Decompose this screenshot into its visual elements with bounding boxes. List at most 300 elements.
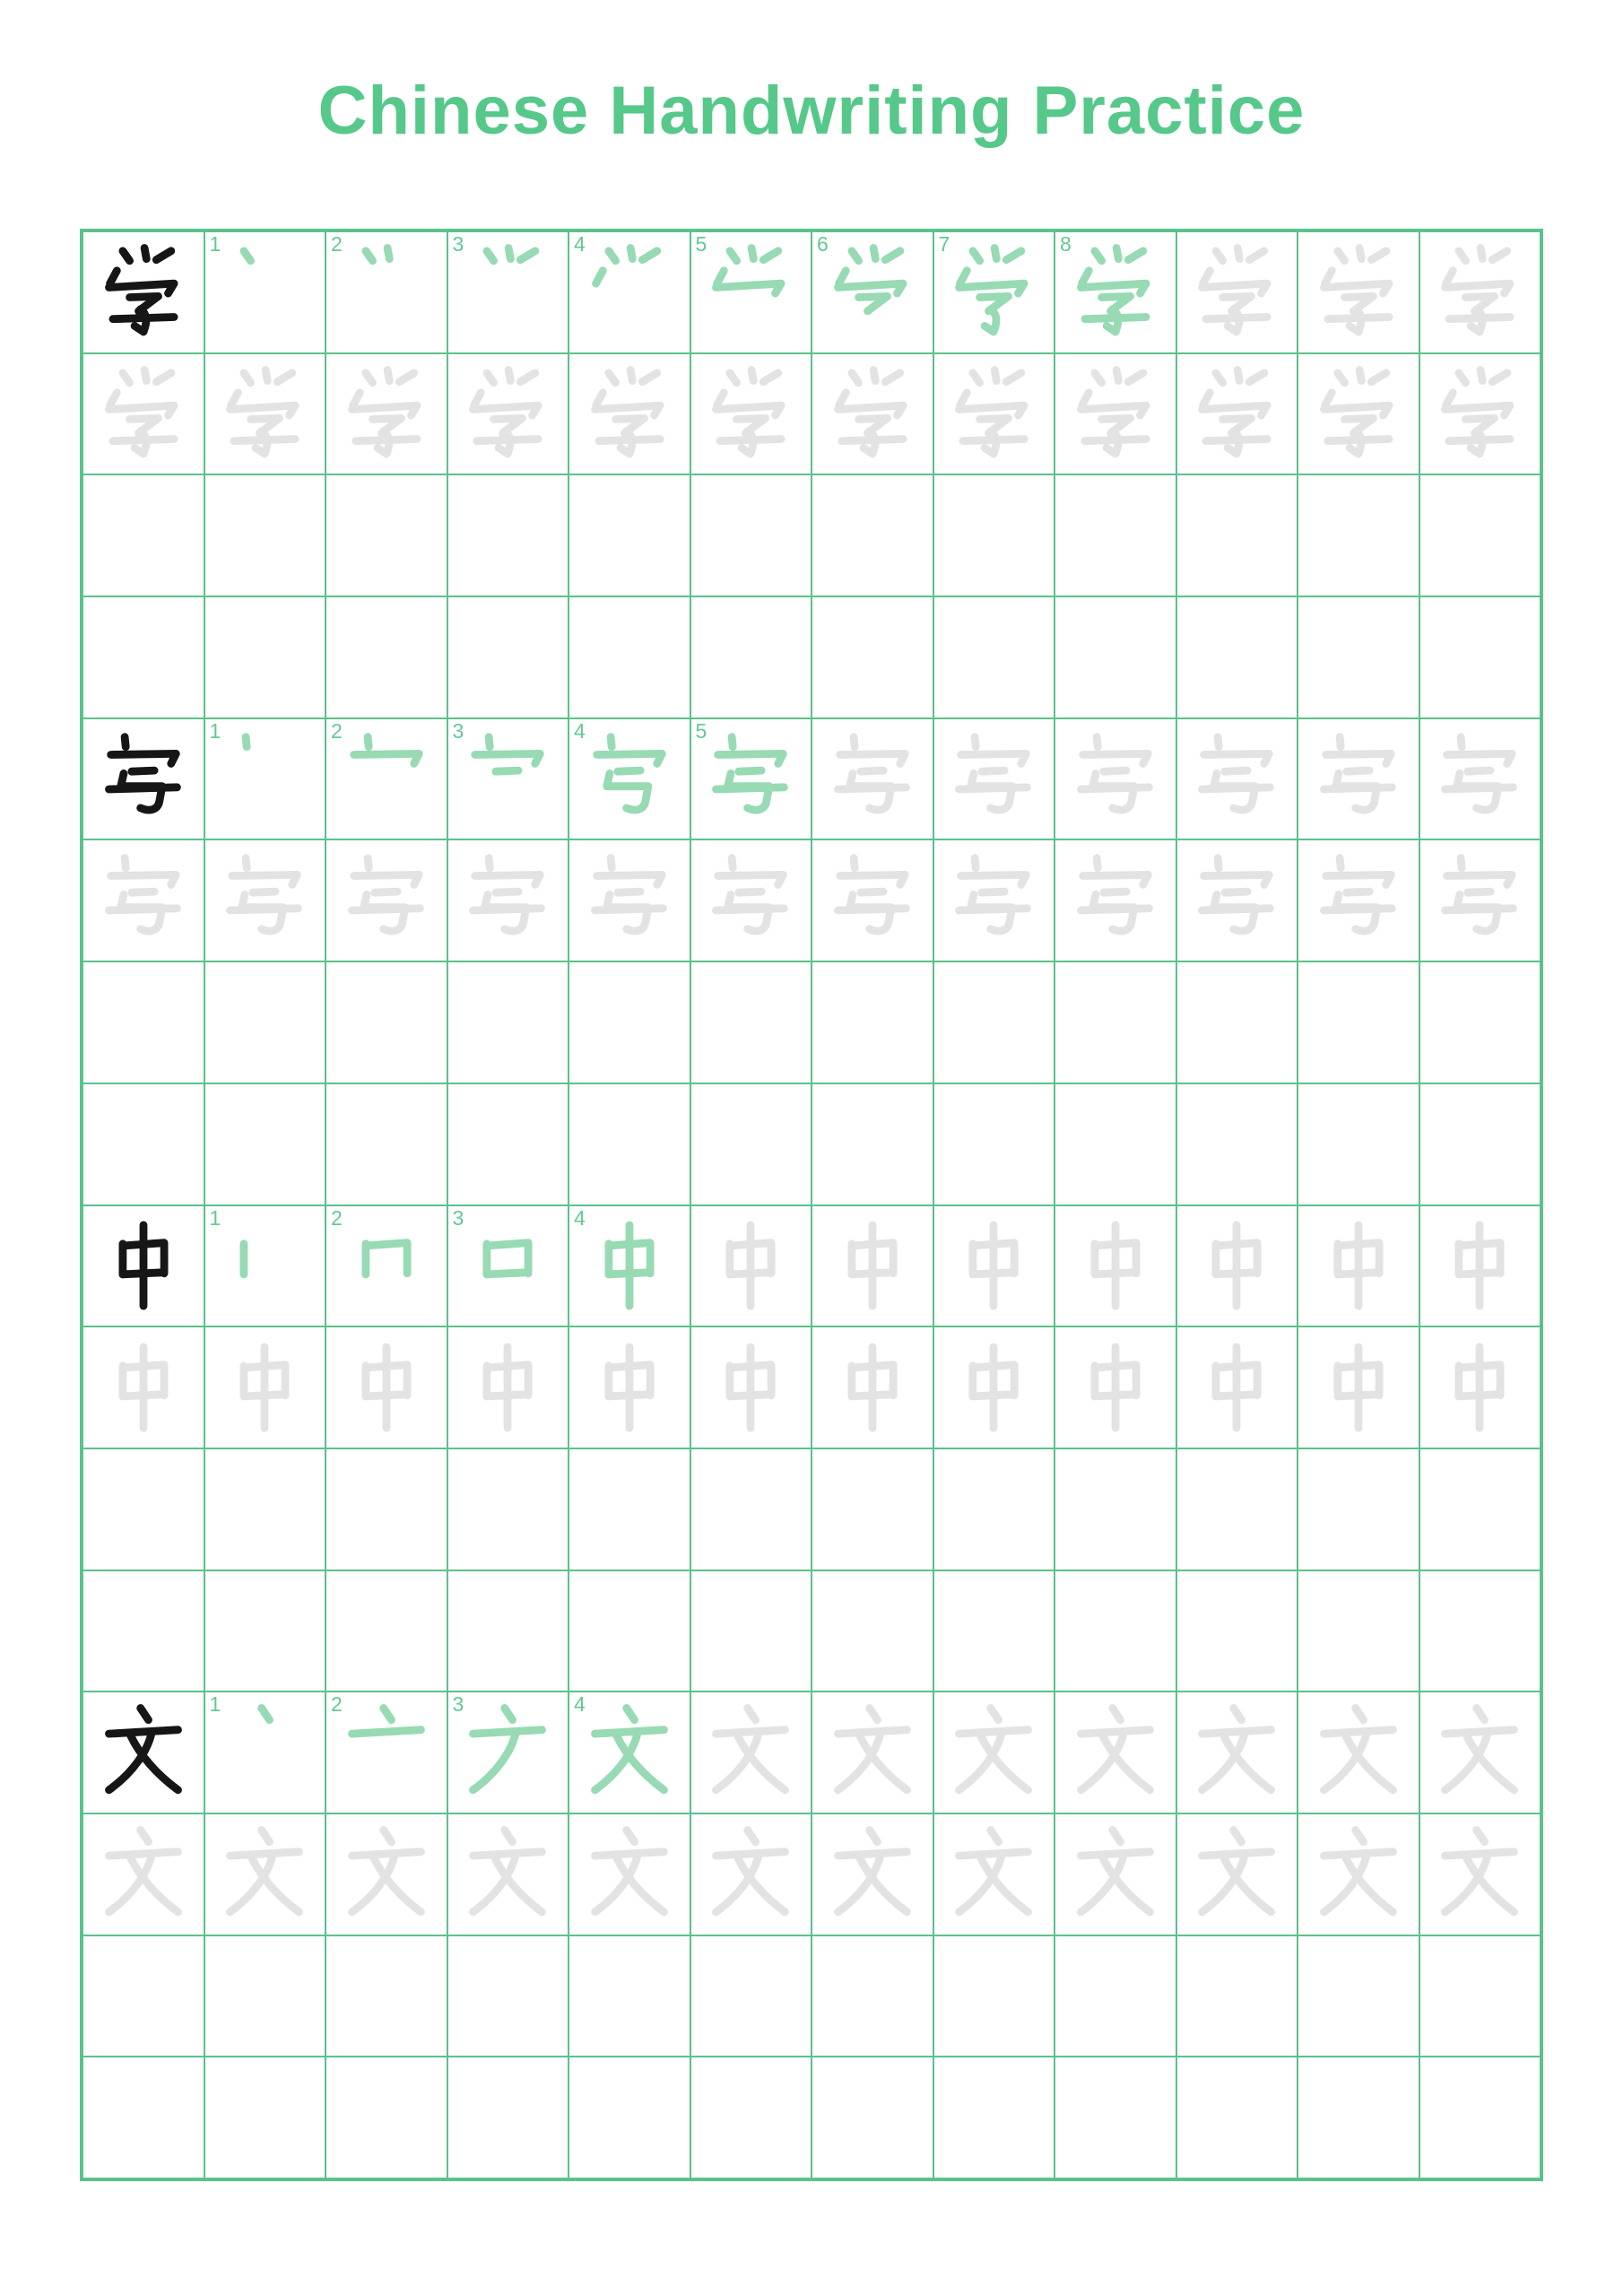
empty-practice-cell xyxy=(569,1936,690,2057)
trace-char-glyph xyxy=(458,851,557,950)
trace-char-cell xyxy=(569,840,690,961)
trace-char-glyph xyxy=(701,1703,800,1802)
trace-char-cell xyxy=(1177,1814,1298,1935)
stroke-step-cell xyxy=(691,232,812,352)
model-char-cell xyxy=(83,1692,204,1813)
stroke-step-cell xyxy=(569,1692,690,1813)
trace-char-cell xyxy=(812,719,933,839)
stroke-progress-glyph xyxy=(337,243,436,342)
empty-practice-cell xyxy=(934,1936,1055,2057)
trace-char-cell xyxy=(83,1814,204,1935)
trace-char-cell xyxy=(812,840,933,961)
trace-char-glyph xyxy=(1066,1703,1165,1802)
stroke-step-cell xyxy=(326,719,447,839)
stroke-number: 3 xyxy=(452,1205,464,1230)
trace-char-cell xyxy=(691,840,812,961)
stroke-step-cell xyxy=(569,232,690,352)
empty-practice-cell xyxy=(812,962,933,1083)
stroke-progress-glyph xyxy=(458,1703,557,1802)
empty-practice-cell xyxy=(83,1571,204,1692)
trace-char-cell xyxy=(691,1814,812,1935)
empty-practice-cell xyxy=(1177,597,1298,718)
stroke-number: 1 xyxy=(209,232,221,256)
empty-practice-cell xyxy=(1420,1571,1541,1692)
empty-practice-cell xyxy=(691,1449,812,1570)
empty-practice-cell xyxy=(1055,1084,1176,1205)
empty-practice-cell xyxy=(934,597,1055,718)
stroke-number: 5 xyxy=(695,232,707,256)
trace-char-glyph xyxy=(1430,1703,1529,1802)
trace-char-cell xyxy=(569,1814,690,1935)
trace-char-glyph xyxy=(94,851,193,950)
trace-char-glyph xyxy=(1309,243,1408,342)
trace-char-glyph xyxy=(337,1338,436,1437)
stroke-step-cell xyxy=(448,232,568,352)
empty-practice-cell xyxy=(1420,2057,1541,2178)
trace-char-cell xyxy=(1055,1692,1176,1813)
empty-practice-cell xyxy=(1420,1084,1541,1205)
stroke-number: 4 xyxy=(574,718,586,743)
empty-practice-cell xyxy=(569,1449,690,1570)
empty-practice-cell xyxy=(83,1449,204,1570)
trace-char-glyph xyxy=(1430,243,1529,342)
trace-char-glyph xyxy=(1309,365,1408,464)
empty-practice-cell xyxy=(326,1936,447,2057)
trace-char-glyph xyxy=(215,365,314,464)
empty-practice-cell xyxy=(326,2057,447,2178)
stroke-step-cell xyxy=(448,1206,568,1326)
empty-practice-cell xyxy=(1420,962,1541,1083)
stroke-step-cell xyxy=(326,232,447,352)
trace-char-glyph xyxy=(1066,1216,1165,1315)
stroke-progress-glyph xyxy=(337,1703,436,1802)
empty-practice-cell xyxy=(326,597,447,718)
trace-char-glyph xyxy=(1066,365,1165,464)
trace-char-glyph xyxy=(1066,1338,1165,1437)
empty-practice-cell xyxy=(1420,1936,1541,2057)
stroke-number: 1 xyxy=(209,718,221,743)
empty-practice-cell xyxy=(1177,1936,1298,2057)
stroke-progress-glyph xyxy=(701,243,800,342)
empty-practice-cell xyxy=(691,2057,812,2178)
trace-char-glyph xyxy=(1309,1703,1408,1802)
trace-char-glyph xyxy=(94,1825,193,1924)
stroke-progress-glyph xyxy=(458,730,557,829)
model-char-glyph xyxy=(94,1216,193,1315)
empty-practice-cell xyxy=(448,475,568,596)
trace-char-glyph xyxy=(1187,365,1286,464)
model-char-glyph xyxy=(94,730,193,829)
empty-practice-cell xyxy=(934,1571,1055,1692)
stroke-number: 5 xyxy=(695,718,707,743)
trace-char-cell xyxy=(1298,1327,1419,1448)
empty-practice-cell xyxy=(691,962,812,1083)
trace-char-cell xyxy=(326,840,447,961)
stroke-number: 1 xyxy=(209,1692,221,1717)
model-char-glyph xyxy=(94,1703,193,1802)
empty-practice-cell xyxy=(1298,1936,1419,2057)
trace-char-cell xyxy=(83,840,204,961)
empty-practice-cell xyxy=(1298,597,1419,718)
empty-practice-cell xyxy=(1298,962,1419,1083)
stroke-number: 2 xyxy=(331,718,343,743)
stroke-number: 6 xyxy=(817,232,829,256)
trace-char-glyph xyxy=(1430,1338,1529,1437)
stroke-step-cell xyxy=(691,719,812,839)
trace-char-cell xyxy=(691,1692,812,1813)
trace-char-glyph xyxy=(1309,1216,1408,1315)
trace-char-cell xyxy=(1298,1206,1419,1326)
empty-practice-cell xyxy=(1055,1936,1176,2057)
trace-char-cell xyxy=(934,354,1055,474)
stroke-progress-glyph xyxy=(458,243,557,342)
stroke-number: 4 xyxy=(574,232,586,256)
empty-practice-cell xyxy=(1055,1571,1176,1692)
trace-char-glyph xyxy=(1187,851,1286,950)
empty-practice-cell xyxy=(569,2057,690,2178)
stroke-number: 3 xyxy=(452,1692,464,1717)
empty-practice-cell xyxy=(205,1084,325,1205)
empty-practice-cell xyxy=(1420,597,1541,718)
trace-char-glyph xyxy=(580,1825,679,1924)
trace-char-cell xyxy=(1055,1206,1176,1326)
stroke-step-cell xyxy=(569,1206,690,1326)
empty-practice-cell xyxy=(812,1084,933,1205)
trace-char-cell xyxy=(1420,840,1541,961)
empty-practice-cell xyxy=(205,475,325,596)
model-char-cell xyxy=(83,232,204,352)
trace-char-cell xyxy=(1298,840,1419,961)
trace-char-glyph xyxy=(823,730,922,829)
stroke-progress-glyph xyxy=(823,243,922,342)
trace-char-glyph xyxy=(944,1216,1043,1315)
stroke-progress-glyph xyxy=(215,243,314,342)
stroke-number: 4 xyxy=(574,1205,586,1230)
empty-practice-cell xyxy=(326,475,447,596)
trace-char-glyph xyxy=(215,851,314,950)
stroke-number: 3 xyxy=(452,718,464,743)
trace-char-glyph xyxy=(458,1338,557,1437)
trace-char-cell xyxy=(1298,1814,1419,1935)
trace-char-cell xyxy=(205,354,325,474)
empty-practice-cell xyxy=(448,962,568,1083)
stroke-progress-glyph xyxy=(337,730,436,829)
stroke-progress-glyph xyxy=(458,1216,557,1315)
trace-char-cell xyxy=(934,1206,1055,1326)
empty-practice-cell xyxy=(83,1936,204,2057)
empty-practice-cell xyxy=(205,2057,325,2178)
stroke-number: 4 xyxy=(574,1692,586,1717)
trace-char-cell xyxy=(691,1327,812,1448)
empty-practice-cell xyxy=(1177,475,1298,596)
stroke-step-cell xyxy=(934,232,1055,352)
stroke-step-cell xyxy=(326,1206,447,1326)
trace-char-glyph xyxy=(458,365,557,464)
trace-char-cell xyxy=(1177,232,1298,352)
empty-practice-cell xyxy=(83,475,204,596)
trace-char-glyph xyxy=(701,1338,800,1437)
trace-char-cell xyxy=(448,840,568,961)
trace-char-glyph xyxy=(1187,1825,1286,1924)
trace-char-glyph xyxy=(94,365,193,464)
stroke-step-cell xyxy=(205,232,325,352)
trace-char-glyph xyxy=(823,1216,922,1315)
trace-char-glyph xyxy=(458,1825,557,1924)
stroke-number: 7 xyxy=(938,232,950,256)
stroke-step-cell xyxy=(205,719,325,839)
trace-char-glyph xyxy=(944,730,1043,829)
model-char-glyph xyxy=(94,243,193,342)
trace-char-glyph xyxy=(1309,730,1408,829)
trace-char-cell xyxy=(812,1327,933,1448)
trace-char-cell xyxy=(1298,1692,1419,1813)
stroke-number: 8 xyxy=(1060,232,1072,256)
stroke-number: 1 xyxy=(209,1205,221,1230)
trace-char-cell xyxy=(812,354,933,474)
trace-char-cell xyxy=(1420,1814,1541,1935)
stroke-step-cell xyxy=(205,1206,325,1326)
empty-practice-cell xyxy=(691,1084,812,1205)
trace-char-glyph xyxy=(215,1825,314,1924)
empty-practice-cell xyxy=(205,1936,325,2057)
empty-practice-cell xyxy=(326,1571,447,1692)
trace-char-cell xyxy=(326,1814,447,1935)
trace-char-cell xyxy=(1177,354,1298,474)
trace-char-glyph xyxy=(1187,730,1286,829)
model-char-cell xyxy=(83,1206,204,1326)
trace-char-cell xyxy=(448,1814,568,1935)
trace-char-cell xyxy=(1420,354,1541,474)
stroke-progress-glyph xyxy=(580,1703,679,1802)
empty-practice-cell xyxy=(1177,1449,1298,1570)
stroke-progress-glyph xyxy=(215,1216,314,1315)
stroke-number: 2 xyxy=(331,1205,343,1230)
empty-practice-cell xyxy=(83,962,204,1083)
empty-practice-cell xyxy=(812,1571,933,1692)
empty-practice-cell xyxy=(448,1084,568,1205)
stroke-step-cell xyxy=(326,1692,447,1813)
trace-char-cell xyxy=(691,354,812,474)
trace-char-glyph xyxy=(701,851,800,950)
trace-char-cell xyxy=(934,840,1055,961)
empty-practice-cell xyxy=(205,597,325,718)
trace-char-cell xyxy=(1177,1692,1298,1813)
trace-char-glyph xyxy=(1309,1338,1408,1437)
practice-grid xyxy=(80,229,1543,2181)
empty-practice-cell xyxy=(448,2057,568,2178)
trace-char-cell xyxy=(934,719,1055,839)
empty-practice-cell xyxy=(1177,1571,1298,1692)
trace-char-glyph xyxy=(823,1703,922,1802)
empty-practice-cell xyxy=(83,2057,204,2178)
empty-practice-cell xyxy=(1298,1084,1419,1205)
empty-practice-cell xyxy=(691,1936,812,2057)
empty-practice-cell xyxy=(1055,597,1176,718)
trace-char-cell xyxy=(812,1692,933,1813)
empty-practice-cell xyxy=(1177,962,1298,1083)
trace-char-glyph xyxy=(94,1338,193,1437)
empty-practice-cell xyxy=(691,1571,812,1692)
stroke-step-cell xyxy=(205,1692,325,1813)
trace-char-glyph xyxy=(337,365,436,464)
trace-char-glyph xyxy=(1430,851,1529,950)
empty-practice-cell xyxy=(569,597,690,718)
trace-char-cell xyxy=(1055,719,1176,839)
trace-char-glyph xyxy=(1309,851,1408,950)
trace-char-glyph xyxy=(337,851,436,950)
trace-char-cell xyxy=(205,1814,325,1935)
empty-practice-cell xyxy=(569,962,690,1083)
trace-char-cell xyxy=(1420,1206,1541,1326)
stroke-progress-glyph xyxy=(215,730,314,829)
stroke-progress-glyph xyxy=(337,1216,436,1315)
empty-practice-cell xyxy=(812,1936,933,2057)
stroke-step-cell xyxy=(448,1692,568,1813)
stroke-progress-glyph xyxy=(580,1216,679,1315)
stroke-step-cell xyxy=(448,719,568,839)
trace-char-glyph xyxy=(1187,1703,1286,1802)
trace-char-cell xyxy=(691,1206,812,1326)
trace-char-cell xyxy=(326,354,447,474)
empty-practice-cell xyxy=(1420,1449,1541,1570)
empty-practice-cell xyxy=(1177,2057,1298,2178)
trace-char-cell xyxy=(448,1327,568,1448)
trace-char-cell xyxy=(1420,1327,1541,1448)
trace-char-cell xyxy=(1177,1206,1298,1326)
empty-practice-cell xyxy=(205,1571,325,1692)
trace-char-glyph xyxy=(823,1338,922,1437)
trace-char-cell xyxy=(1298,354,1419,474)
trace-char-cell xyxy=(934,1814,1055,1935)
trace-char-glyph xyxy=(580,851,679,950)
trace-char-glyph xyxy=(1066,730,1165,829)
empty-practice-cell xyxy=(448,1571,568,1692)
trace-char-cell xyxy=(1420,232,1541,352)
trace-char-cell xyxy=(83,1327,204,1448)
trace-char-cell xyxy=(1177,1327,1298,1448)
stroke-progress-glyph xyxy=(944,243,1043,342)
empty-practice-cell xyxy=(83,597,204,718)
empty-practice-cell xyxy=(812,597,933,718)
empty-practice-cell xyxy=(326,1449,447,1570)
empty-practice-cell xyxy=(1298,1571,1419,1692)
trace-char-glyph xyxy=(580,1338,679,1437)
trace-char-glyph xyxy=(701,1216,800,1315)
empty-practice-cell xyxy=(1055,475,1176,596)
trace-char-glyph xyxy=(1430,365,1529,464)
trace-char-cell xyxy=(1420,1692,1541,1813)
empty-practice-cell xyxy=(812,1449,933,1570)
trace-char-glyph xyxy=(1430,1216,1529,1315)
trace-char-cell xyxy=(205,840,325,961)
trace-char-glyph xyxy=(1187,1216,1286,1315)
empty-practice-cell xyxy=(691,475,812,596)
empty-practice-cell xyxy=(812,2057,933,2178)
stroke-number: 2 xyxy=(331,1692,343,1717)
trace-char-cell xyxy=(1298,719,1419,839)
page-title: Chinese Handwriting Practice xyxy=(317,73,1306,149)
trace-char-cell xyxy=(812,1206,933,1326)
empty-practice-cell xyxy=(326,1084,447,1205)
empty-practice-cell xyxy=(934,2057,1055,2178)
stroke-progress-glyph xyxy=(701,730,800,829)
trace-char-glyph xyxy=(701,365,800,464)
empty-practice-cell xyxy=(448,1936,568,2057)
empty-practice-cell xyxy=(1298,475,1419,596)
stroke-step-cell xyxy=(569,719,690,839)
empty-practice-cell xyxy=(934,475,1055,596)
empty-practice-cell xyxy=(934,962,1055,1083)
stroke-step-cell xyxy=(812,232,933,352)
trace-char-glyph xyxy=(944,851,1043,950)
empty-practice-cell xyxy=(934,1449,1055,1570)
empty-practice-cell xyxy=(812,475,933,596)
trace-char-glyph xyxy=(1066,851,1165,950)
trace-char-glyph xyxy=(823,1825,922,1924)
trace-char-glyph xyxy=(944,1703,1043,1802)
empty-practice-cell xyxy=(1177,1084,1298,1205)
trace-char-cell xyxy=(326,1327,447,1448)
trace-char-cell xyxy=(812,1814,933,1935)
trace-char-glyph xyxy=(944,365,1043,464)
trace-char-glyph xyxy=(1309,1825,1408,1924)
trace-char-cell xyxy=(1055,840,1176,961)
trace-char-cell xyxy=(448,354,568,474)
trace-char-cell xyxy=(1298,232,1419,352)
empty-practice-cell xyxy=(691,597,812,718)
trace-char-cell xyxy=(934,1692,1055,1813)
trace-char-glyph xyxy=(823,851,922,950)
trace-char-cell xyxy=(205,1327,325,1448)
trace-char-glyph xyxy=(215,1338,314,1437)
trace-char-cell xyxy=(1055,354,1176,474)
model-char-cell xyxy=(83,719,204,839)
stroke-progress-glyph xyxy=(215,1703,314,1802)
stroke-step-cell xyxy=(1055,232,1176,352)
empty-practice-cell xyxy=(1420,475,1541,596)
trace-char-glyph xyxy=(944,1338,1043,1437)
stroke-progress-glyph xyxy=(580,243,679,342)
trace-char-glyph xyxy=(337,1825,436,1924)
empty-practice-cell xyxy=(448,1449,568,1570)
empty-practice-cell xyxy=(1298,2057,1419,2178)
trace-char-glyph xyxy=(1066,1825,1165,1924)
trace-char-glyph xyxy=(1187,243,1286,342)
trace-char-cell xyxy=(1177,719,1298,839)
empty-practice-cell xyxy=(934,1084,1055,1205)
empty-practice-cell xyxy=(448,597,568,718)
stroke-progress-glyph xyxy=(580,730,679,829)
trace-char-cell xyxy=(1055,1814,1176,1935)
empty-practice-cell xyxy=(326,962,447,1083)
empty-practice-cell xyxy=(205,1449,325,1570)
empty-practice-cell xyxy=(205,962,325,1083)
trace-char-cell xyxy=(1055,1327,1176,1448)
empty-practice-cell xyxy=(83,1084,204,1205)
trace-char-glyph xyxy=(944,1825,1043,1924)
trace-char-cell xyxy=(83,354,204,474)
trace-char-glyph xyxy=(823,365,922,464)
empty-practice-cell xyxy=(569,1084,690,1205)
empty-practice-cell xyxy=(1055,2057,1176,2178)
trace-char-glyph xyxy=(1430,1825,1529,1924)
trace-char-cell xyxy=(569,354,690,474)
empty-practice-cell xyxy=(1298,1449,1419,1570)
trace-char-glyph xyxy=(701,1825,800,1924)
trace-char-glyph xyxy=(580,365,679,464)
trace-char-cell xyxy=(1420,719,1541,839)
stroke-number: 2 xyxy=(331,232,343,256)
